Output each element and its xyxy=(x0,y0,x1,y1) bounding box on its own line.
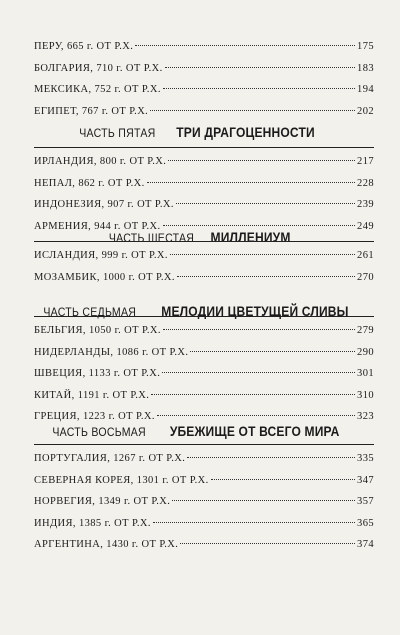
toc-entry-label: ПЕРУ, 665 г. ОТ Р.Х. xyxy=(34,41,134,52)
toc-entry xyxy=(34,272,374,294)
toc-entry xyxy=(34,518,374,540)
toc-entry-page: 270 xyxy=(357,271,374,283)
part-number: ЧАСТЬ ПЯТАЯ xyxy=(79,126,156,140)
toc-entry xyxy=(34,453,374,475)
dot-leader xyxy=(168,160,355,161)
dot-leader xyxy=(177,276,355,277)
toc-entry-label: НЕПАЛ, 862 г. ОТ Р.Х. xyxy=(34,177,145,189)
toc-entry-label: АРМЕНИЯ, 944 г. ОТ Р.Х. xyxy=(34,220,161,232)
toc-part-group xyxy=(34,316,374,433)
dot-leader xyxy=(157,415,355,416)
toc-entry-label: НИДЕРЛАНДЫ, 1086 г. ОТ Р.Х. xyxy=(34,346,189,358)
toc-entry xyxy=(34,178,374,200)
toc-entry-page: 239 xyxy=(357,199,374,210)
toc-entry-page: 194 xyxy=(357,84,374,95)
toc-entry-label: ИНДИЯ, 1385 г. ОТ Р.Х. xyxy=(34,517,151,529)
toc-entry xyxy=(34,368,374,390)
dot-leader xyxy=(172,500,355,501)
dot-leader xyxy=(151,394,355,395)
toc-entry-page: 183 xyxy=(357,62,374,74)
section-rule xyxy=(34,241,374,242)
toc-entry-page: 290 xyxy=(357,346,374,358)
toc-entry xyxy=(34,325,374,347)
part-number: ЧАСТЬ СЕДЬМАЯ xyxy=(42,305,136,319)
toc-part-group xyxy=(34,147,374,242)
part-heading xyxy=(0,124,400,142)
toc-entry-page: 228 xyxy=(357,177,374,189)
dot-leader xyxy=(170,254,355,255)
section-rule xyxy=(34,147,374,148)
toc-entry-label: ШВЕЦИЯ, 1133 г. ОТ Р.Х. xyxy=(34,368,161,379)
toc-entry xyxy=(34,156,374,178)
toc-entry-label: НОРВЕГИЯ, 1349 г. ОТ Р.Х. xyxy=(34,496,171,507)
toc-entry-page: 357 xyxy=(357,496,374,507)
dot-leader xyxy=(150,110,355,111)
dot-leader xyxy=(187,457,355,458)
toc-entry xyxy=(34,250,374,272)
toc-entry-label: БОЛГАРИЯ, 710 г. ОТ Р.Х. xyxy=(34,62,163,74)
toc-entry-page: 365 xyxy=(357,517,374,529)
dot-leader xyxy=(135,45,355,46)
toc-entry-page: 261 xyxy=(357,250,374,261)
dot-leader xyxy=(163,88,355,89)
toc-entry-label: ЕГИПЕТ, 767 г. ОТ Р.Х. xyxy=(34,105,149,117)
toc-intro-group xyxy=(34,41,374,127)
toc-part-group xyxy=(34,444,374,561)
dot-leader xyxy=(162,372,355,373)
toc-entry-page: 301 xyxy=(357,368,374,379)
dot-leader xyxy=(165,67,355,68)
part-title: ТРИ ДРАГОЦЕННОСТИ xyxy=(175,124,315,140)
toc-entry xyxy=(34,496,374,518)
dot-leader xyxy=(180,543,355,544)
toc-entry-page: 249 xyxy=(357,220,374,232)
toc-entry-page: 347 xyxy=(357,474,374,486)
dot-leader xyxy=(163,225,356,226)
toc-entry-page: 310 xyxy=(357,389,374,401)
toc-entry xyxy=(34,41,374,63)
toc-entry-label: СЕВЕРНАЯ КОРЕЯ, 1301 г. ОТ Р.Х. xyxy=(34,474,209,486)
toc-entry-label: БЕЛЬГИЯ, 1050 г. ОТ Р.Х. xyxy=(34,325,161,336)
toc-entry-label: МЕКСИКА, 752 г. ОТ Р.Х. xyxy=(34,84,161,95)
dot-leader xyxy=(211,479,355,480)
toc-entry xyxy=(34,199,374,221)
dot-leader xyxy=(190,351,355,352)
toc-entry-page: 202 xyxy=(357,105,374,117)
toc-entry-label: ИНДОНЕЗИЯ, 907 г. ОТ Р.Х. xyxy=(34,199,174,210)
toc-part-group xyxy=(34,241,374,293)
part-heading xyxy=(0,423,400,441)
toc-entry-label: ИСЛАНДИЯ, 999 г. ОТ Р.Х. xyxy=(34,250,168,261)
toc-entry-label: ГРЕЦИЯ, 1223 г. ОТ Р.Х. xyxy=(34,411,155,422)
dot-leader xyxy=(147,182,355,183)
dot-leader xyxy=(163,329,355,330)
toc-entry xyxy=(34,539,374,561)
toc-entry-page: 217 xyxy=(357,156,374,167)
toc-entry xyxy=(34,84,374,106)
toc-entry-page: 175 xyxy=(357,41,374,52)
toc-entry-label: АРГЕНТИНА, 1430 г. ОТ Р.Х. xyxy=(34,539,179,550)
part-title: МИЛЛЕНИУМ xyxy=(210,229,291,245)
toc-entry-page: 279 xyxy=(357,325,374,336)
part-number: ЧАСТЬ ШЕСТАЯ xyxy=(109,231,195,245)
toc-entry xyxy=(34,475,374,497)
toc-entry xyxy=(34,390,374,412)
dot-leader xyxy=(176,203,355,204)
dot-leader xyxy=(153,522,355,523)
toc-entry-label: ИРЛАНДИЯ, 800 г. ОТ Р.Х. xyxy=(34,156,167,167)
part-title: УБЕЖИЩЕ ОТ ВСЕГО МИРА xyxy=(170,423,340,439)
toc-entry-page: 323 xyxy=(357,411,374,422)
toc-entry xyxy=(34,347,374,369)
toc-entry-label: ПОРТУГАЛИЯ, 1267 г. ОТ Р.Х. xyxy=(34,453,186,464)
toc-entry-label: КИТАЙ, 1191 г. ОТ Р.Х. xyxy=(34,389,150,401)
section-rule xyxy=(34,316,374,317)
section-rule xyxy=(34,444,374,445)
toc-entry-label: МОЗАМБИК, 1000 г. ОТ Р.Х. xyxy=(34,271,175,283)
part-title: МЕЛОДИИ ЦВЕТУЩЕЙ СЛИВЫ xyxy=(160,303,349,319)
part-number: ЧАСТЬ ВОСЬМАЯ xyxy=(52,425,147,439)
toc-entry-page: 374 xyxy=(357,539,374,550)
toc-entry xyxy=(34,63,374,85)
toc-entry-page: 335 xyxy=(357,453,374,464)
